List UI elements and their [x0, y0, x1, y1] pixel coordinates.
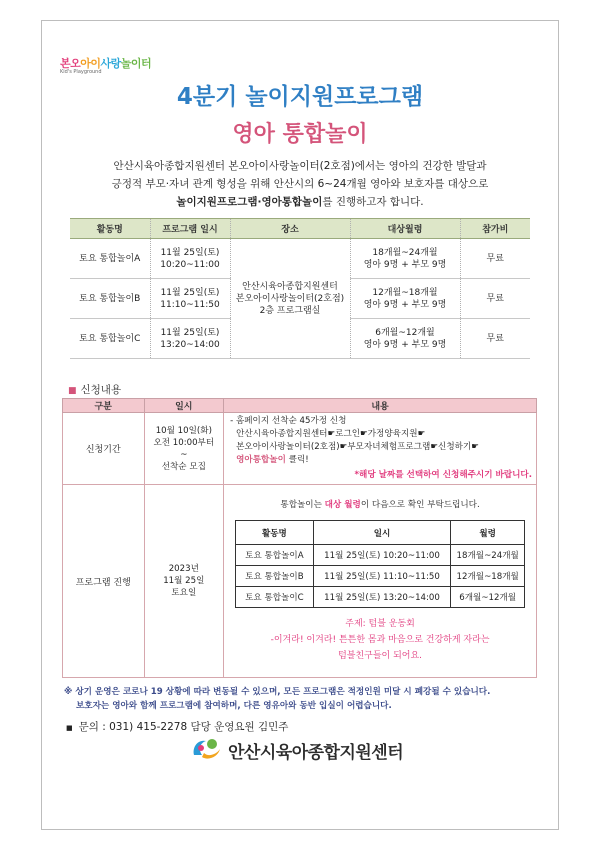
activity-datetime: 11월 25일(토) 10:20~11:00 — [150, 239, 230, 279]
center-logo-mark-icon — [190, 735, 224, 761]
schedule-table — [235, 520, 525, 608]
age-check-text: 통합놀이는 대상 월령이 다음으로 확인 부탁드립니다. — [280, 500, 480, 510]
apply-table — [62, 398, 537, 678]
activity-fee: 무료 — [460, 239, 530, 279]
contact-info: ■ 문의 : 031) 415-2278 담당 운영요원 김민주 — [66, 721, 289, 733]
header-content: 내용 — [224, 399, 537, 413]
program-table-header — [70, 219, 530, 239]
page-title: 4분기 놀이지원프로그램 — [176, 84, 424, 110]
header-datetime: 프로그램 일시 — [150, 219, 230, 239]
apply-period-label: 신청기간 — [63, 413, 145, 485]
square-bullet-icon: ■ — [68, 386, 77, 396]
intro-text — [60, 157, 540, 211]
header-place: 장소 — [230, 219, 350, 239]
table-row: 토요 통합놀이B 11월 25일(토) 11:10~11:50 12개월~18개월 — [236, 566, 525, 587]
schedule-table-header: 활동명 일시 월령 — [236, 521, 525, 545]
center-logo — [190, 733, 440, 763]
program-progress-row — [63, 485, 537, 678]
logo-part-c: 사랑 — [100, 57, 121, 70]
header-category: 구분 — [63, 399, 145, 413]
header-fee: 참가비 — [460, 219, 530, 239]
apply-period-row — [63, 413, 537, 485]
activity-age: 6개월~12개월 영아 9명 + 부모 9명 — [350, 319, 460, 359]
table-row: 토요 통합놀이A 11월 25일(토) 10:20~11:00 18개월~24개월 — [236, 545, 525, 566]
apply-note: *해당 날짜를 선택하여 신청해주시기 바랍니다. — [354, 470, 532, 480]
playground-logo — [60, 55, 170, 79]
program-progress-label: 프로그램 진행 — [63, 485, 145, 678]
apply-period-content: - 홈페이지 선착순 45가정 신청 안산시육아종합지원센터☛로그인☛가정양육지원☛ 본오아이사랑놀이터(2호점)☛부모자녀체험프로그램☛신청하기☛ 영아통합놀이 클릭! *해당 날짜를 선택하여 신청해주시기 바랍니다. — [224, 413, 537, 485]
intro-line-1: 안산시육아종합지원센터 본오아이사랑놀이터(2호점)에서는 영아의 건강한 발달과 — [113, 160, 487, 172]
activity-name: 토요 통합놀이C — [70, 319, 150, 359]
notice-text: ※ 상기 운영은 코로나 19 상황에 따라 변동될 수 있으며, 모든 프로그램은 적정인원 미달 시 폐강될 수 있습니다. 보호자는 영아와 함께 프로그램에 참여하며, 다른 영유아와 동반 입실이 어렵습니다. — [64, 687, 491, 711]
apply-section-heading: ■ 신청내용 — [68, 384, 122, 396]
activity-age: 12개월~18개월 영아 9명 + 부모 9명 — [350, 279, 460, 319]
program-theme: 주제: 텀블 운동회 -이겨라! 이겨라! 튼튼한 몸과 마음으로 건강하게 자라는 텀블친구들이 되어요. — [270, 619, 490, 661]
intro-line-2: 긍정적 부모·자녀 관계 형성을 위해 안산시의 6~24개월 영아와 보호자를 대상으로 — [111, 178, 489, 190]
center-name: 안산시육아종합지원센터 — [228, 743, 404, 763]
logo-part-d: 놀이터 — [120, 57, 152, 70]
apply-period-date: 10월 10일(화) 오전 10:00부터 ~ 선착순 모집 — [144, 413, 224, 485]
activity-fee: 무료 — [460, 279, 530, 319]
intro-line-3-rest: 를 진행하고자 합니다. — [322, 196, 424, 208]
logo-part-b: 아이 — [80, 57, 101, 70]
intro-line-3 — [60, 193, 540, 211]
table-row — [70, 239, 530, 279]
intro-bold: 놀이지원프로그램·영아통합놀이 — [176, 196, 323, 208]
activity-datetime: 11월 25일(토) 13:20~14:00 — [150, 319, 230, 359]
activity-age: 18개월~24개월 영아 9명 + 부모 9명 — [350, 239, 460, 279]
activity-name: 토요 통합놀이B — [70, 279, 150, 319]
activity-fee: 무료 — [460, 319, 530, 359]
activity-place: 안산시육아종합지원센터 본오아이사랑놀이터(2호점) 2층 프로그램실 — [230, 239, 350, 359]
program-table — [70, 218, 530, 359]
activity-datetime: 11월 25일(토) 11:10~11:50 — [150, 279, 230, 319]
header-age: 대상월령 — [350, 219, 460, 239]
logo-part-a: 본오 — [60, 57, 81, 70]
apply-table-header — [63, 399, 537, 413]
apply-program-link[interactable]: 영아통합놀이 — [236, 455, 286, 465]
logo-subtitle: Kid's Playground — [60, 69, 102, 75]
header-activity: 활동명 — [70, 219, 150, 239]
activity-name: 토요 통합놀이A — [70, 239, 150, 279]
header-date: 일시 — [144, 399, 224, 413]
program-progress-content — [224, 485, 537, 678]
program-progress-date: 2023년 11월 25일 토요일 — [144, 485, 224, 678]
page-subtitle: 영아 통합놀이 — [232, 122, 368, 147]
square-bullet-icon: ■ — [66, 724, 73, 732]
table-row: 토요 통합놀이C 11월 25일(토) 13:20~14:00 6개월~12개월 — [236, 587, 525, 608]
